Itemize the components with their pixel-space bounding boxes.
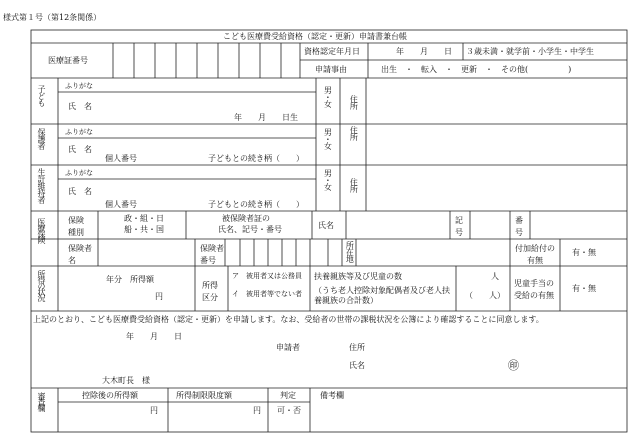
guardian-section-label: 保護者 bbox=[37, 128, 46, 149]
income-option-a[interactable]: ア 被用者又は公務員 bbox=[232, 272, 302, 280]
guardian-furigana-label: ふりがな bbox=[65, 128, 93, 136]
applicant-label: 申請者 bbox=[276, 343, 300, 352]
income-option-b[interactable]: イ 被用者等でない者 bbox=[232, 290, 302, 298]
supporter-sex[interactable]: 男・女 bbox=[323, 169, 333, 190]
insured-card-line1: 被保険者証の bbox=[222, 214, 270, 223]
income-annual-label: 年分 所得額 bbox=[106, 275, 154, 284]
supplement-label: 付加給付の有無 bbox=[515, 244, 555, 265]
income-category-label: 所得区分 bbox=[202, 281, 218, 302]
supplement-value[interactable]: 有・無 bbox=[572, 248, 596, 257]
reason-label: 申請事由 bbox=[315, 65, 347, 74]
supporter-relation[interactable]: 子どもとの続き柄（ ） bbox=[208, 200, 304, 209]
deduction-income-yen: 円 bbox=[150, 406, 158, 415]
consent-text: 上記のとおり、こども医療費受給資格（認定・更新）を申請します。なお、受給者の世帯の課税状況を公簿により確認することに同意します。 bbox=[33, 315, 544, 324]
guardian-individual-no: 個人番号 bbox=[105, 154, 137, 163]
child-sex[interactable]: 男・女 bbox=[323, 86, 333, 107]
insurance-number-label: 番号 bbox=[515, 216, 523, 237]
guardian-address-label: 住所 bbox=[349, 126, 359, 140]
insurance-type-line2[interactable]: 船・共・国 bbox=[124, 225, 164, 234]
cert-date-label: 資格認定年月日 bbox=[304, 47, 360, 56]
insurer-number-label: 保険者番号 bbox=[200, 244, 224, 265]
allowance-value[interactable]: 有・無 bbox=[572, 284, 596, 293]
insurance-name-label: 氏名 bbox=[318, 221, 334, 230]
insurance-symbol-label: 記号 bbox=[455, 216, 463, 237]
insurer-name-label: 保険者名 bbox=[68, 244, 92, 265]
guardian-sex[interactable]: 男・女 bbox=[323, 128, 333, 149]
dependents-label: 扶養親族等及び児童の数 bbox=[314, 272, 402, 281]
income-yen: 円 bbox=[155, 292, 163, 301]
mayor-addressee: 大木町長 様 bbox=[102, 376, 150, 385]
remarks-label: 備考欄 bbox=[320, 391, 344, 400]
guardian-name-label: 氏 名 bbox=[68, 145, 92, 154]
applicant-address-label: 住所 bbox=[349, 343, 365, 352]
child-furigana-label: ふりがな bbox=[65, 82, 93, 90]
supporter-name-label: 氏 名 bbox=[68, 187, 92, 196]
guardian-relation[interactable]: 子どもとの続き柄（ ） bbox=[208, 154, 304, 163]
deduction-income-label: 控除後の所得額 bbox=[82, 391, 138, 400]
insurance-section-label: 医療保険 bbox=[37, 218, 46, 242]
child-section-label: 子ども bbox=[37, 85, 46, 106]
supporter-section-label: 生計維持者 bbox=[37, 168, 46, 203]
review-section-label: 審査欄 bbox=[37, 392, 46, 410]
insurer-address-label: 所在地 bbox=[345, 241, 355, 262]
supporter-address-label: 住所 bbox=[349, 178, 359, 192]
income-limit-yen: 円 bbox=[253, 406, 261, 415]
insured-card-line2: 氏名、記号・番号 bbox=[218, 225, 282, 234]
supporter-furigana-label: ふりがな bbox=[65, 169, 93, 177]
form-number: 様式第１号（第12条関係） bbox=[3, 13, 102, 22]
applicant-name-label: 氏名 bbox=[349, 361, 365, 370]
age-category[interactable]: ３歳未満・就学前・小学生・中学生 bbox=[466, 47, 594, 56]
insurance-type-line1[interactable]: 政・組・日 bbox=[124, 214, 164, 223]
income-limit-label: 所得制限限度額 bbox=[176, 391, 232, 400]
cert-date-value[interactable]: 年 月 日 bbox=[396, 47, 452, 56]
dependents-count-unit: 人 bbox=[491, 272, 499, 281]
allowance-label: 児童手当の受給の有無 bbox=[514, 279, 554, 300]
child-address-label: 住所 bbox=[349, 95, 359, 109]
form-title: こども医療費受給資格（認定・更新）申請書兼台帳 bbox=[223, 32, 407, 41]
judgment-label: 判定 bbox=[280, 391, 296, 400]
dependents-sub-label: （うち老人控除対象配偶者及び老人扶養親族の合計数） bbox=[314, 286, 450, 305]
supporter-individual-no: 個人番号 bbox=[105, 200, 137, 209]
income-section-label: 所得の状況 bbox=[37, 270, 46, 300]
judgment-value[interactable]: 可・否 bbox=[277, 406, 301, 415]
child-birthdate[interactable]: 年 月 日生 bbox=[234, 113, 298, 122]
seal-mark: ㊞ bbox=[508, 359, 519, 372]
insurance-type-label: 保険種別 bbox=[68, 216, 84, 237]
consent-date[interactable]: 年 月 日 bbox=[126, 332, 182, 341]
dependents-sub-count: （ 人） bbox=[465, 291, 505, 300]
reason-options[interactable]: 出生 ・ 転入 ・ 更新 ・ その他( ) bbox=[381, 65, 572, 74]
child-name-label: 氏 名 bbox=[68, 102, 92, 111]
medical-cert-label: 医療証番号 bbox=[48, 56, 88, 65]
